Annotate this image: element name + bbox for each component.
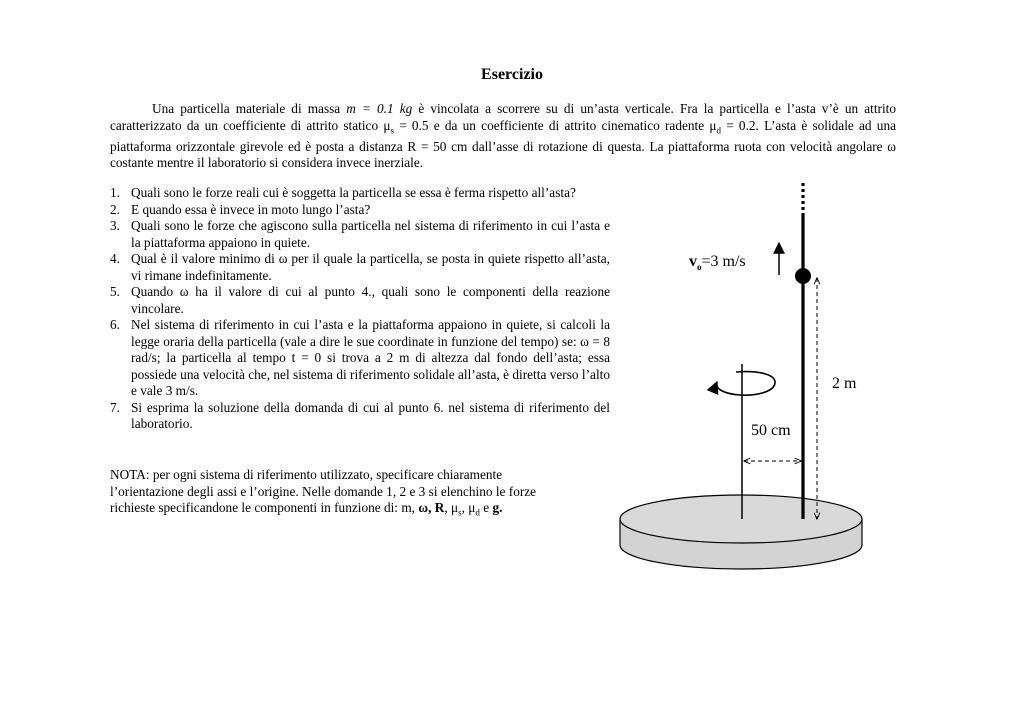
nota-g: g. [492, 500, 503, 515]
intro-text: = 0.2. L’asta è solidale ad una piattaforma orizzontale girevole ed è posta a distanza R = 50 cm dall’asse di rotazione di questa. La piattaforma ruota con velocità angolare ω costante mentre il laboratorio si considera invece inerziale. [110, 117, 897, 171]
platform-top [620, 495, 862, 543]
subscript-d: d [716, 125, 721, 136]
question-text: Si esprima la soluzione della domanda di cui al punto 6. nel sistema di riferimento del laboratorio. [131, 399, 610, 431]
question-text: E quando essa è invece in moto lungo l’asta? [131, 201, 371, 217]
question-number: 3. [110, 218, 120, 233]
question-item [110, 202, 610, 219]
subscript-d: d [475, 507, 480, 518]
exercise-title: Esercizio [481, 66, 543, 83]
question-text: Quando ω ha il valore di cui al punto 4., quali sono le componenti della reazione vincolare. [131, 284, 610, 316]
question-text: Qual è il valore minimo di ω per il quale la particella, se posta in quiete rispetto all’asta, vi rimane indefinitamente. [131, 251, 610, 283]
subscript-s: s [458, 507, 462, 518]
velocity-label [689, 253, 746, 272]
question-number: 1. [110, 185, 120, 200]
nota-omega: ω [418, 500, 429, 515]
nota-r: , R [428, 500, 445, 515]
question-item [110, 284, 610, 317]
intro-mass: m = 0.1 kg [346, 101, 413, 116]
question-item [110, 251, 610, 284]
velocity-symbol: v [689, 253, 697, 270]
subscript-s: s [390, 125, 394, 136]
radius-label: 50 cm [751, 422, 791, 439]
question-item [110, 218, 610, 251]
question-item [110, 185, 610, 202]
question-number: 4. [110, 251, 120, 266]
intro-text: = 0.5 e da un coefficiente di attrito cinematico radente μ [393, 117, 717, 133]
nota-mu: , μ [461, 500, 476, 515]
question-number: 2. [110, 201, 120, 217]
question-item [110, 317, 610, 400]
question-text: Quali sono le forze reali cui è soggetta la particella se essa è ferma rispetto all’asta? [131, 185, 576, 200]
intro-text: Una particella materiale di massa [152, 101, 347, 116]
question-number: 6. [110, 317, 120, 332]
velocity-value: =3 m/s [701, 253, 746, 270]
nota-paragraph [110, 467, 550, 521]
question-text: Nel sistema di riferimento in cui l’asta e la piattaforma appaiono in quiete, si calcoli la legge oraria della particella (vale a dire le sue coordinate in funzione del tempo) se: ω = 8 rad/s; la particella al tempo t = 0 si trova a 2 m di altezza dal fondo dell’asta; essa possiede una velocità che, nel sistema di riferimento solidale all’asta, è diretta verso l’alto e vale 3 m/s. [131, 317, 610, 398]
nota-mu: , μ [444, 500, 459, 515]
intro-text: è vincolata a scorrere su di un’asta verticale. Fra la particella e l’asta v’è un attrito caratterizzato da un coefficiente di attrito statico μ [110, 101, 896, 133]
nota-text: NOTA: per ogni sistema di riferimento utilizzato, specificare chiaramente l’orientazione degli assi e l’origine. Nelle domande 1, 2 e 3 si elenchino le forze richieste specificandone le componenti in funzione di: m, [110, 467, 537, 515]
question-text: Quali sono le forze che agiscono sulla particella nel sistema di riferimento in cui l’asta e la piattaforma appaiono in quiete. [131, 218, 610, 250]
nota-and: e [479, 500, 493, 515]
intro-paragraph [110, 101, 896, 172]
rotation-arrow-icon [717, 372, 776, 396]
question-item [110, 400, 610, 433]
particle [795, 268, 811, 284]
height-label: 2 m [832, 375, 857, 392]
question-list [110, 185, 610, 433]
velocity-subscript: o [697, 262, 702, 273]
question-number: 5. [110, 284, 120, 299]
question-number: 7. [110, 399, 120, 415]
